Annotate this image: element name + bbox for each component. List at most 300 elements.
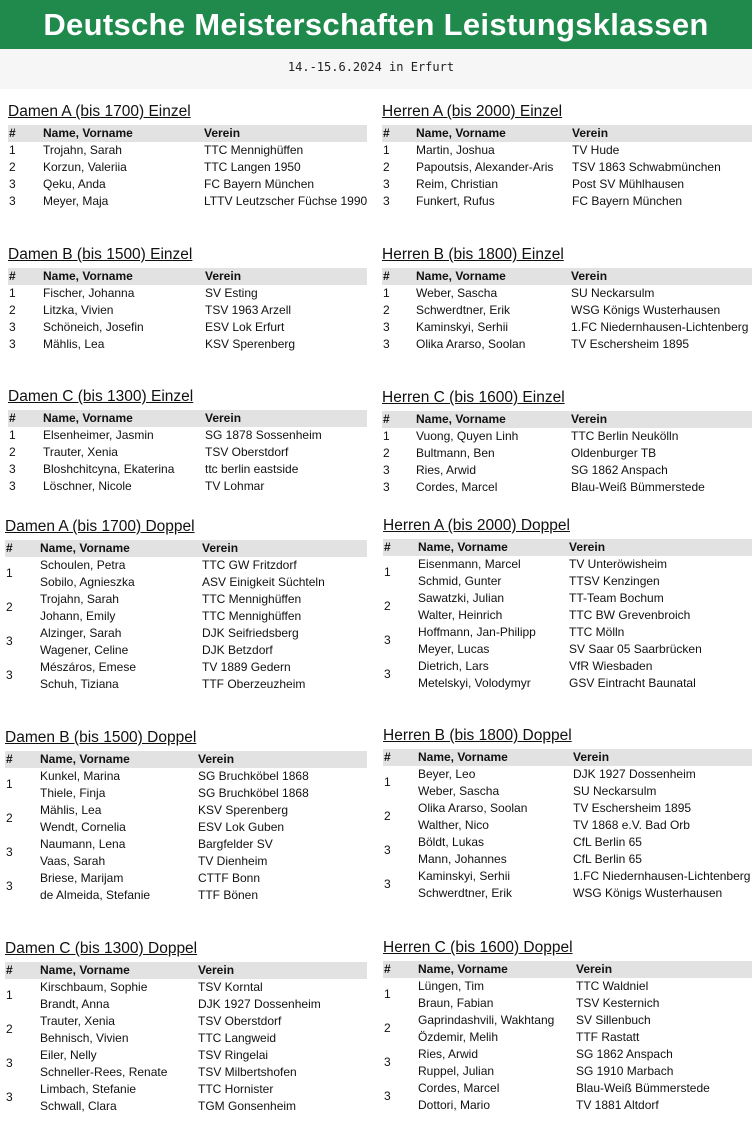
title-banner [0,0,752,49]
doubles-results-table [383,727,752,923]
table-row [8,159,367,176]
section-title: Damen C (bis 1300) Einzel [8,388,194,405]
club-cell: LTTV Leutzscher Füchse 1990 [204,194,368,208]
player-name-cell: Metelskyi, Volodymyr [418,676,531,690]
club-cell: TT-Team Bochum [569,591,664,605]
player-name-cell: Walter, Heinrich [418,608,503,622]
doubles-results-table [383,517,752,713]
player-name-cell: Olika Ararso, Soolan [416,337,526,351]
rank-cell: 3 [384,667,391,681]
player-name-cell: Schuh, Tiziana [40,677,119,691]
rank-cell: 3 [384,1055,391,1069]
rank-cell: 2 [384,1021,391,1035]
player-name-cell: Korzun, Valeriia [43,160,127,174]
player-name-cell: Löschner, Nicole [43,479,132,493]
player-name-cell: Beyer, Leo [418,767,476,781]
player-name-cell: Alzinger, Sarah [40,626,122,640]
rank-cell: 3 [384,1089,391,1103]
section-title: Herren C (bis 1600) Einzel [382,389,565,406]
doubles-results-table [5,729,367,925]
table-row [8,444,367,461]
player-name-cell: Eiler, Nelly [40,1048,97,1062]
club-cell: Blau-Weiß Bümmerstede [571,480,705,494]
singles-results-table [8,246,367,351]
doubles-pair-row [5,1013,367,1047]
section-title: Herren B (bis 1800) Einzel [382,246,564,263]
table-header [383,961,752,978]
player-name-cell: Braun, Fabian [418,996,494,1010]
player-name-cell: Mann, Johannes [418,852,507,866]
player-name-cell: Bultmann, Ben [416,446,495,460]
club-cell: TTF Oberzeuzheim [202,677,306,691]
rank-cell: 3 [384,877,391,891]
player-name-cell: Mészáros, Emese [40,660,137,674]
player-name-cell: Cordes, Marcel [416,480,498,494]
club-column-header: Verein [198,752,235,766]
club-cell: TTC Mennighüffen [204,143,304,157]
club-cell: TV 1889 Gedern [202,660,291,674]
club-cell: FC Bayern München [572,194,683,208]
section-title: Damen A (bis 1700) Doppel [5,518,195,535]
table-header [382,268,752,285]
club-cell: SV Saar 05 Saarbrücken [569,642,702,656]
player-name-cell: Sobilo, Agnieszka [40,575,135,589]
club-cell: SV Esting [205,286,258,300]
club-cell: TTC Mennighüffen [202,592,302,606]
player-name-cell: Trauter, Xenia [43,445,118,459]
club-cell: TTC Hornister [198,1082,274,1096]
doubles-pair-row [5,659,367,693]
table-header [5,751,367,768]
name-column-header: Name, Vorname [416,269,506,283]
doubles-pair-row [5,1047,367,1081]
club-cell: TSV 1863 Schwabmünchen [572,160,721,174]
player-name-cell: Sawatzki, Julian [418,591,505,605]
table-row [382,285,752,302]
table-header [5,962,367,979]
player-name-cell: Ries, Arwid [418,1047,479,1061]
player-name-cell: Kirschbaum, Sophie [40,980,148,994]
rank-cell: 2 [383,446,390,460]
doubles-pair-row [383,1012,752,1046]
table-row [8,302,367,319]
name-column-header: Name, Vorname [40,752,130,766]
rank-cell: 1 [384,987,391,1001]
club-cell: TTF Bönen [198,888,259,902]
rank-cell: 2 [383,160,390,174]
name-column-header: Name, Vorname [418,540,508,554]
club-cell: Blau-Weiß Bümmerstede [576,1081,710,1095]
club-cell: Bargfelder SV [198,837,273,851]
rank-column-header: # [383,412,390,426]
rank-cell: 1 [383,143,390,157]
club-cell: TV 1868 e.V. Bad Orb [573,818,690,832]
table-header [8,268,367,285]
club-cell: KSV Sperenberg [198,803,289,817]
rank-cell: 3 [383,194,390,208]
rank-column-header: # [384,750,391,764]
name-column-header: Name, Vorname [416,126,506,140]
rank-cell: 3 [383,480,390,494]
rank-cell: 3 [384,843,391,857]
rank-cell: 1 [6,566,13,580]
player-name-cell: Wendt, Cornelia [40,820,126,834]
club-cell: TTC BW Grevenbroich [569,608,691,622]
rank-cell: 1 [9,143,16,157]
section-title: Herren B (bis 1800) Doppel [383,727,572,744]
singles-results-table [8,388,367,493]
subtitle-bar [0,49,752,89]
rank-cell: 3 [383,177,390,191]
club-cell: CfL Berlin 65 [573,852,642,866]
rank-cell: 2 [6,1022,13,1036]
player-name-cell: Kunkel, Marina [40,769,121,783]
doubles-pair-row [383,556,752,590]
doubles-pair-row [383,868,752,902]
table-row [8,461,367,478]
rank-cell: 3 [9,194,16,208]
club-cell: ESV Lok Erfurt [205,320,285,334]
doubles-results-table [5,518,367,714]
player-name-cell: Qeku, Anda [43,177,106,191]
club-cell: WSG Königs Wusterhausen [571,303,721,317]
player-name-cell: Vuong, Quyen Linh [416,429,519,443]
name-column-header: Name, Vorname [418,962,508,976]
doubles-pair-row [383,658,752,692]
player-name-cell: Behnisch, Vivien [40,1031,129,1045]
player-name-cell: Meyer, Maja [43,194,109,208]
club-cell: TSV 1963 Arzell [205,303,292,317]
section-title: Herren A (bis 2000) Einzel [382,103,563,120]
section-title: Damen A (bis 1700) Einzel [8,103,191,120]
doubles-pair-row [5,591,367,625]
player-name-cell: Schwerdtner, Erik [416,303,511,317]
rank-cell: 1 [383,429,390,443]
club-cell: DJK Seifriedsberg [202,626,299,640]
section-title: Herren A (bis 2000) Doppel [383,517,570,534]
page-title: Deutsche Meisterschaften Leistungsklassen [43,7,709,42]
table-row [382,142,752,159]
club-column-header: Verein [576,962,613,976]
player-name-cell: Schoulen, Petra [40,558,126,572]
club-cell: SU Neckarsulm [573,784,657,798]
rank-column-header: # [9,411,16,425]
club-column-header: Verein [571,412,608,426]
rank-cell: 3 [6,1056,13,1070]
player-name-cell: Weber, Sascha [418,784,500,798]
club-column-header: Verein [205,269,242,283]
rank-column-header: # [384,540,391,554]
rank-cell: 2 [9,445,16,459]
club-cell: TTC Langweid [198,1031,277,1045]
doubles-pair-row [5,979,367,1013]
rank-column-header: # [6,963,13,977]
player-name-cell: Funkert, Rufus [416,194,495,208]
club-cell: SG Bruchköbel 1868 [198,786,309,800]
table-row [8,193,367,210]
club-column-header: Verein [569,540,606,554]
rank-cell: 3 [6,845,13,859]
section-title: Damen C (bis 1300) Doppel [5,940,198,957]
club-cell: Post SV Mühlhausen [572,177,685,191]
rank-cell: 3 [384,633,391,647]
player-name-cell: Walther, Nico [418,818,489,832]
rank-cell: 3 [383,320,390,334]
doubles-pair-row [5,836,367,870]
rank-cell: 3 [6,879,13,893]
rank-cell: 1 [6,777,13,791]
table-row [382,479,752,496]
player-name-cell: Özdemir, Melih [418,1030,499,1044]
player-name-cell: Naumann, Lena [40,837,126,851]
table-row [382,428,752,445]
club-cell: TTC Mennighüffen [202,609,302,623]
section-title: Damen B (bis 1500) Einzel [8,246,193,263]
club-cell: SG 1862 Anspach [571,463,668,477]
club-column-header: Verein [198,963,235,977]
table-row [8,142,367,159]
doubles-pair-row [383,766,752,800]
doubles-pair-row [5,870,367,904]
doubles-pair-row [383,978,752,1012]
rank-column-header: # [383,126,390,140]
name-column-header: Name, Vorname [416,412,506,426]
club-cell: DJK Betzdorf [202,643,273,657]
player-name-cell: Wagener, Celine [40,643,129,657]
player-name-cell: Briese, Marijam [40,871,124,885]
table-header [383,749,752,766]
table-header [8,125,367,142]
club-cell: 1.FC Niedernhausen-Lichtenberg [573,869,751,883]
doubles-pair-row [383,1080,752,1114]
table-header [382,125,752,142]
table-row [382,336,752,353]
table-row [8,478,367,495]
doubles-pair-row [383,590,752,624]
player-name-cell: Trauter, Xenia [40,1014,115,1028]
table-row [382,159,752,176]
doubles-pair-row [383,834,752,868]
club-cell: GSV Eintracht Baunatal [569,676,696,690]
player-name-cell: Johann, Emily [40,609,116,623]
rank-cell: 2 [384,809,391,823]
doubles-pair-row [5,557,367,591]
rank-cell: 1 [9,286,16,300]
player-name-cell: Schneller-Rees, Renate [40,1065,168,1079]
player-name-cell: Mählis, Lea [40,803,102,817]
player-name-cell: Litzka, Vivien [43,303,114,317]
rank-cell: 3 [6,668,13,682]
table-header [5,540,367,557]
player-name-cell: Brandt, Anna [40,997,110,1011]
player-name-cell: Eisenmann, Marcel [418,557,521,571]
club-cell: CTTF Bonn [198,871,261,885]
player-name-cell: Reim, Christian [416,177,499,191]
name-column-header: Name, Vorname [418,750,508,764]
table-row [382,176,752,193]
rank-cell: 1 [383,286,390,300]
rank-cell: 3 [6,1090,13,1104]
table-row [382,445,752,462]
club-cell: VfR Wiesbaden [569,659,653,673]
table-row [382,302,752,319]
club-cell: WSG Königs Wusterhausen [573,886,723,900]
club-cell: TTC Berlin Neukölln [571,429,679,443]
rank-cell: 2 [384,599,391,613]
club-cell: TTC GW Fritzdorf [202,558,297,572]
club-column-header: Verein [202,541,239,555]
name-column-header: Name, Vorname [43,126,133,140]
club-cell: TV Lohmar [205,479,265,493]
player-name-cell: Fischer, Johanna [43,286,135,300]
rank-cell: 3 [6,634,13,648]
player-name-cell: Mählis, Lea [43,337,105,351]
table-header [8,410,367,427]
club-cell: TTF Rastatt [576,1030,640,1044]
club-cell: SU Neckarsulm [571,286,655,300]
table-row [8,319,367,336]
club-cell: KSV Sperenberg [205,337,296,351]
singles-results-table [382,246,752,351]
rank-column-header: # [6,752,13,766]
club-cell: SG 1862 Anspach [576,1047,673,1061]
club-column-header: Verein [573,750,610,764]
rank-column-header: # [383,269,390,283]
club-cell: SV Sillenbuch [576,1013,651,1027]
rank-cell: 2 [9,160,16,174]
club-cell: TTC Langen 1950 [204,160,301,174]
club-cell: TTC Mölln [569,625,625,639]
player-name-cell: Ruppel, Julian [418,1064,495,1078]
club-cell: Oldenburger TB [571,446,657,460]
doubles-results-table [383,939,752,1135]
player-name-cell: Ries, Arwid [416,463,477,477]
table-header [383,539,752,556]
player-name-cell: Cordes, Marcel [418,1081,500,1095]
club-cell: FC Bayern München [204,177,315,191]
player-name-cell: Papoutsis, Alexander-Aris [416,160,554,174]
player-name-cell: Schwerdtner, Erik [418,886,513,900]
club-cell: SG Bruchköbel 1868 [198,769,309,783]
club-cell: CfL Berlin 65 [573,835,642,849]
event-date-location: 14.-15.6.2024 in Erfurt [287,60,455,74]
table-row [382,462,752,479]
rank-cell: 3 [9,177,16,191]
name-column-header: Name, Vorname [40,963,130,977]
player-name-cell: Elsenheimer, Jasmin [43,428,154,442]
rank-cell: 3 [9,320,16,334]
club-column-header: Verein [204,126,241,140]
rank-cell: 2 [6,600,13,614]
table-row [382,319,752,336]
club-cell: TGM Gonsenheim [198,1099,297,1113]
player-name-cell: Kaminskyi, Serhii [416,320,509,334]
name-column-header: Name, Vorname [43,269,133,283]
rank-cell: 1 [384,565,391,579]
player-name-cell: Bloshchitcyna, Ekaterina [43,462,175,476]
player-name-cell: Vaas, Sarah [40,854,106,868]
rank-cell: 3 [9,479,16,493]
rank-cell: 3 [383,337,390,351]
doubles-pair-row [5,768,367,802]
singles-results-table [8,103,368,208]
player-name-cell: Thiele, Finja [40,786,106,800]
table-header [382,411,752,428]
club-cell: SG 1910 Marbach [576,1064,674,1078]
club-cell: 1.FC Niedernhausen-Lichtenberg [571,320,749,334]
rank-cell: 2 [6,811,13,825]
player-name-cell: Weber, Sascha [416,286,498,300]
doubles-pair-row [5,802,367,836]
doubles-pair-row [383,1046,752,1080]
rank-cell: 2 [383,303,390,317]
doubles-pair-row [383,800,752,834]
rank-column-header: # [9,126,16,140]
player-name-cell: Kaminskyi, Serhii [418,869,511,883]
player-name-cell: de Almeida, Stefanie [40,888,151,902]
player-name-cell: Limbach, Stefanie [40,1082,137,1096]
rank-cell: 3 [9,462,16,476]
club-column-header: Verein [572,126,609,140]
table-row [8,285,367,302]
club-column-header: Verein [571,269,608,283]
table-row [8,176,367,193]
club-column-header: Verein [205,411,242,425]
name-column-header: Name, Vorname [40,541,130,555]
club-cell: TTSV Kenzingen [569,574,660,588]
club-cell: DJK 1927 Dossenheim [573,767,696,781]
club-cell: SG 1878 Sossenheim [205,428,322,442]
club-cell: TSV Kesternich [576,996,660,1010]
table-row [8,336,367,353]
table-row [8,427,367,444]
player-name-cell: Martin, Joshua [416,143,495,157]
table-row [382,193,752,210]
rank-column-header: # [6,541,13,555]
player-name-cell: Olika Ararso, Soolan [418,801,528,815]
club-cell: TV Unteröwisheim [569,557,668,571]
rank-column-header: # [384,962,391,976]
doubles-pair-row [5,625,367,659]
doubles-pair-row [383,624,752,658]
player-name-cell: Meyer, Lucas [418,642,490,656]
club-cell: TSV Ringelai [198,1048,269,1062]
club-cell: ttc berlin eastside [205,462,299,476]
doubles-results-table [5,940,367,1136]
club-cell: TSV Oberstdorf [205,445,289,459]
club-cell: TV Eschersheim 1895 [573,801,692,815]
rank-cell: 1 [6,988,13,1002]
club-cell: TV Hude [572,143,620,157]
doubles-pair-row [5,1081,367,1115]
club-cell: TSV Korntal [198,980,263,994]
player-name-cell: Gaprindashvili, Wakhtang [418,1013,555,1027]
player-name-cell: Trojahn, Sarah [43,143,122,157]
section-title: Herren C (bis 1600) Doppel [383,939,573,956]
rank-cell: 1 [9,428,16,442]
club-cell: TTC Waldniel [576,979,649,993]
rank-cell: 3 [383,463,390,477]
singles-results-table [382,389,752,494]
player-name-cell: Schöneich, Josefin [43,320,144,334]
player-name-cell: Schmid, Gunter [418,574,502,588]
singles-results-table [382,103,752,208]
rank-cell: 3 [9,337,16,351]
club-cell: ASV Einigkeit Süchteln [202,575,325,589]
player-name-cell: Schwall, Clara [40,1099,117,1113]
player-name-cell: Trojahn, Sarah [40,592,119,606]
club-cell: ESV Lok Guben [198,820,285,834]
